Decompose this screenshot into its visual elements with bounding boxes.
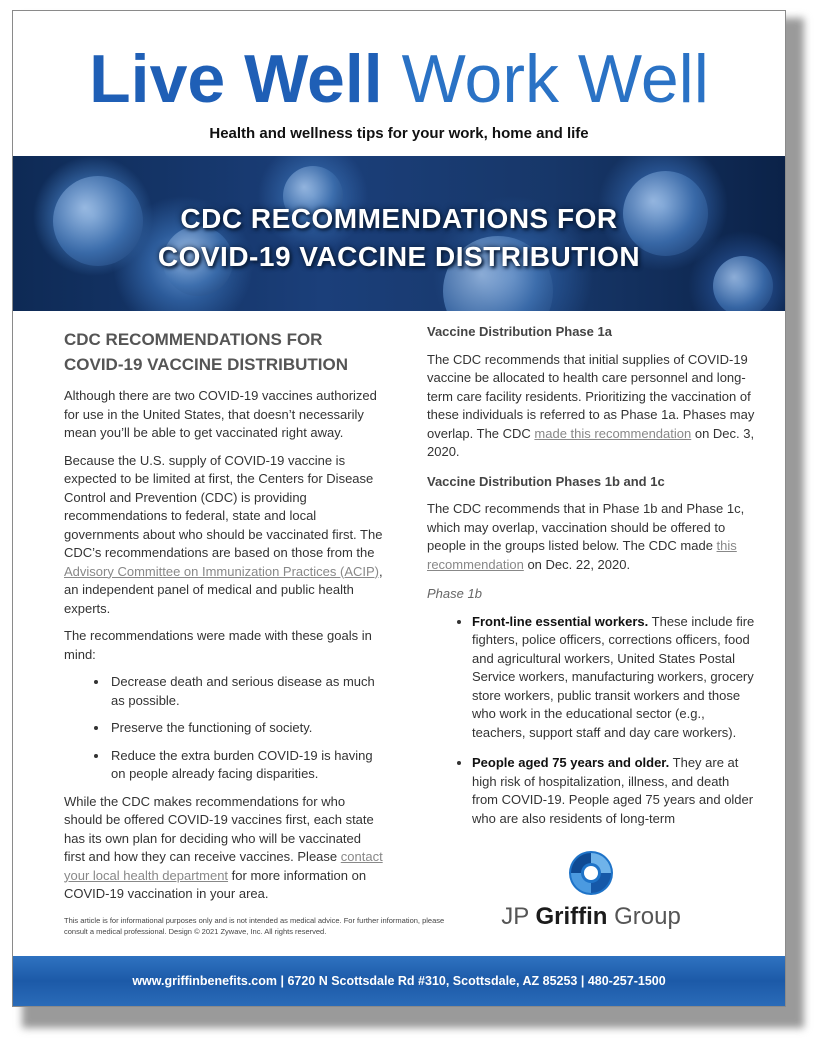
- intro-paragraph: Although there are two COVID-19 vaccines authorized for use in the United States, that doesn’t necessarily mean you’ll be able to get vaccinated right away.: [64, 388, 377, 440]
- phase1b-groups-list: [427, 613, 757, 829]
- left-column: [64, 327, 384, 913]
- disclaimer: This article is for informational purposes only and is not intended as medical advice. For further information, please consult a medical professional. Design © 2021 Zywave, Inc. All rights reserved.: [64, 916, 445, 936]
- phase1a-recommendation-link[interactable]: made this recommendation: [534, 425, 692, 441]
- tagline: Health and wellness tips for your work, home and life: [209, 125, 589, 142]
- acip-link[interactable]: Advisory Committee on Immunization Practices (ACIP): [64, 563, 379, 579]
- health-department-link[interactable]: contact your local health department: [64, 849, 383, 883]
- list-item: • Reduce the extra burden COVID-19 is having on people already facing disparities.: [109, 747, 384, 784]
- goals-intro: The recommendations were made with these goals in mind:: [64, 628, 372, 662]
- list-item: [472, 754, 757, 828]
- supply-paragraph: Because the U.S. supply of COVID-19 vaccine is expected to be limited at first, the Centers for Disease Control and Prevention (CDC) is providing recommendations to federal, state and local governments about who should be vaccinated first. The CDC’s recommendations are based on those from the Advisory Committee on Immunization Practices (ACIP), an independent panel of medical and public health experts.: [64, 452, 383, 616]
- phase1bc-paragraph: The CDC recommends that in Phase 1b and Phase 1c, which may overlap, vaccination should be offered to people in the groups listed below. The CDC made this recommendation on Dec. 22, 2020.: [427, 501, 745, 572]
- banner-title-line: CDC RECOMMENDATIONS FOR: [180, 203, 618, 234]
- group-text: These include fire fighters, police officers, corrections officers, food and agricultural workers, United States Postal Service workers, manufacturing workers, grocery store workers, public transit workers and those who work in the educational sector (e.g., teachers, support staff and day care workers).: [472, 613, 755, 740]
- logo-wordmark: JP Griffin Group: [501, 903, 681, 930]
- list-item: • Decrease death and serious disease as much as possible.: [109, 673, 384, 710]
- phase1bc-recommendation-link[interactable]: this recommendation: [427, 538, 737, 572]
- banner-title: [13, 200, 785, 276]
- group-text: They are at high risk of hospitalization, illness, and death from COVID-19. People aged 75 years and older who are also residents of long-term: [472, 755, 754, 826]
- group-title: Front-line essential workers.: [472, 613, 649, 629]
- list-item: [472, 613, 757, 743]
- banner-title-line: COVID-19 VACCINE DISTRIBUTION: [157, 241, 641, 272]
- group-title: People aged 75 years and older.: [472, 755, 670, 770]
- phase1b-label: Phase 1b: [427, 586, 482, 601]
- state-plan-paragraph: While the CDC makes recommendations for who should be offered COVID-19 vaccines first, each state has its own plan for deciding who will be vaccinated first and how they can receive vaccines. Please contact your local health department for more information on COVID-19 vaccination in your area.: [64, 793, 383, 901]
- right-column: [427, 323, 757, 840]
- heading-line: CDC RECOMMENDATIONS FOR: [64, 330, 323, 349]
- section-heading: [64, 327, 384, 377]
- phase1a-paragraph: The CDC recommends that initial supplies of COVID-19 vaccine be allocated to health care personnel and long-term care facility residents. Prioritizing the vaccination of these individuals is referred to as Phase 1a. Phases may overlap. The CDC made this recommendation on Dec. 3, 2020.: [427, 351, 755, 459]
- masthead: [13, 41, 785, 117]
- phase1bc-heading: Vaccine Distribution Phases 1b and 1c: [427, 473, 665, 489]
- heading-line: COVID-19 VACCINE DISTRIBUTION: [64, 355, 348, 374]
- company-logo: [501, 849, 681, 939]
- brand-regular: Work Well: [401, 41, 709, 117]
- list-item: • Preserve the functioning of society.: [109, 719, 384, 738]
- hero-banner: [13, 156, 785, 311]
- swirl-logo-icon: [567, 849, 615, 897]
- phase1a-heading: Vaccine Distribution Phase 1a: [427, 324, 612, 339]
- goals-list: [64, 673, 384, 784]
- brand-bold: Live Well: [89, 41, 383, 117]
- newsletter-page: [12, 10, 786, 1007]
- contact-footer: www.griffinbenefits.com | 6720 N Scottsdale Rd #310, Scottsdale, AZ 85253 | 480-257-1500: [13, 956, 785, 1006]
